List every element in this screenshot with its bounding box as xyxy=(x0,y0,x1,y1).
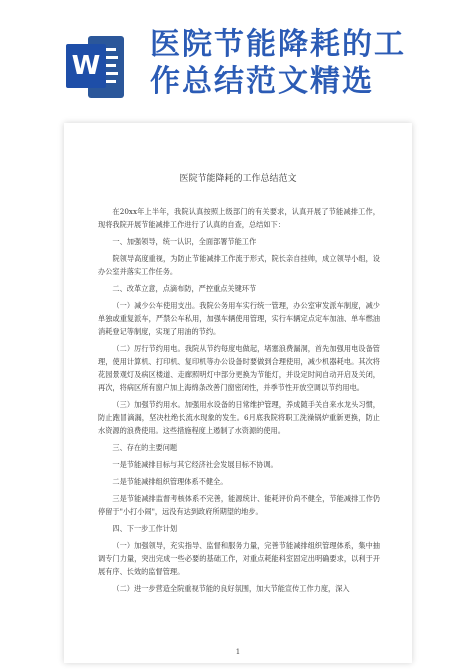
document-body xyxy=(98,205,380,599)
paragraph: 四、下一步工作计划 xyxy=(112,524,178,533)
paragraph: （二）厉行节约用电。我院从节约每度电做起，堵塞浪费漏洞，首先加强用电设备管理，使用计算机、打印机、复印机等办公设备时要做到合理使用，减少机器耗电。其次将花园景观灯及病区楼道、走廊照明灯中部分更换为节能灯，并设定时间自动开启及关闭，再次，将病区所有窗户加上海绵条改善门窗密闭性，并季节性开放空调以节约用电。 xyxy=(98,344,380,392)
paragraph: 一是节能减排目标与其它经济社会发展目标不协调。 xyxy=(112,460,278,469)
document-page-preview xyxy=(64,123,412,663)
paragraph: 一、加强领导，统一认识，全面部署节能工作 xyxy=(112,237,257,246)
document-title: 医院节能降耗的工作总结范文 xyxy=(179,174,297,184)
paragraph: 在20xx年上半年，我院认真按照上级部门的有关要求，认真开展了节能减排工作，现将我院开展节能减排工作进行了认真的自查，总结如下： xyxy=(98,207,380,229)
word-logo-tile: W xyxy=(66,44,106,88)
paragraph: （一）减少公车使用支出。我院公务用车实行统一管理，办公室审发派车制度，减少单独或重复派车，严禁公车私用，加强车辆使用管理，实行车辆定点定车加油、单车燃油消耗登记等制度，实现了用油的节约。 xyxy=(98,301,380,336)
paragraph: 三、存在的主要问题 xyxy=(112,443,178,452)
paragraph: 三是节能减排监督考核体系不完善，能源统计、能耗评价尚不健全，节能减排工作仍停留于"小打小闹"，远没有达到政府所期望的地步。 xyxy=(98,494,380,516)
paragraph: （二）进一步营造全院重视节能的良好氛围，加大节能宣传工作力度，深入 xyxy=(112,584,350,593)
paragraph: 院领导高度重视，为防止节能减排工作流于形式，院长亲自挂帅，成立领导小组，设办公室并落实工作任务。 xyxy=(98,254,380,276)
paragraph: （三）加强节约用水。加强用水设备的日常维护管理，养成随手关自来水龙头习惯，防止跑冒滴漏，坚决杜绝长流水现象的发生。6月底我院将职工洗澡锅炉重新更换，防止水资源的浪费使用。这些措施程度上遏制了水资源的使用。 xyxy=(98,400,380,435)
word-document-icon xyxy=(66,36,124,98)
banner-title xyxy=(150,26,460,100)
page-number: 1 xyxy=(235,648,241,656)
paragraph: 二是节能减排组织管理体系不健全。 xyxy=(112,477,228,486)
paragraph: （一）加强领导，充实指导、监督和服务力量，完善节能减排组织管理体系，集中抽调专门力量，突出完成一些必要的基础工作，对重点耗能科室固定出明确要求，以利于开展有序、长效的监督管理。 xyxy=(98,541,380,576)
banner-title-line-1: 医院节能降耗的工 xyxy=(150,27,406,62)
banner xyxy=(0,0,474,112)
banner-title-line-2: 作总结范文精选 xyxy=(150,64,374,99)
paragraph: 二、改革立意，点滴布防，严控重点关键环节 xyxy=(112,284,257,293)
